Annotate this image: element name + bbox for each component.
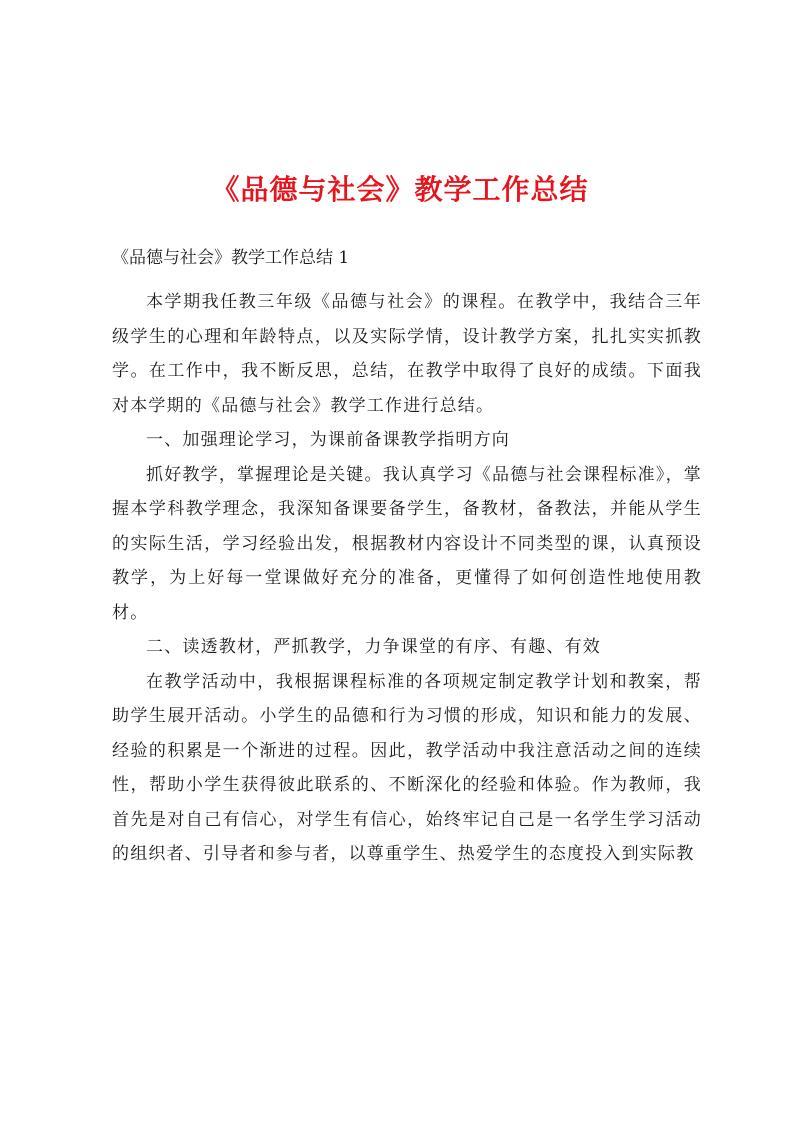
- paragraph-theory: 抓好教学，掌握理论是关键。我认真学习《品德与社会课程标准》，掌握本学科教学理念，我深知备课要备学生，备教材，备教法，并能从学生的实际生活，学习经验出发，根据教材内容设计不同类型的课，认真预设教学，为上好每一堂课做好充分的准备，更懂得了如何创造性地使用教材。: [112, 464, 702, 623]
- section-heading: 《品德与社会》教学工作总结 1: [112, 248, 350, 268]
- paragraph-intro: 本学期我任教三年级《品德与社会》的课程。在教学中，我结合三年级学生的心理和年龄特点，以及实际学情，设计教学方案，扎扎实实抓教学。在工作中，我不断反思，总结，在教学中取得了良好的成绩。下面我对本学期的《品德与社会》教学工作进行总结。: [112, 292, 702, 416]
- heading-read-textbook: 二、读透教材，严抓教学，力争课堂的有序、有趣、有效: [146, 637, 601, 657]
- document-title: 《品德与社会》教学工作总结: [211, 173, 589, 206]
- heading-theory-study: 一、加强理论学习，为课前备课教学指明方向: [146, 430, 510, 450]
- paragraph-activities: 在教学活动中，我根据课程标准的各项规定制定教学计划和教案，帮助学生展开活动。小学生的品德和行为习惯的形成，知识和能力的发展、经验的积累是一个渐进的过程。因此，教学活动中我注意活动之间的连续性，帮助小学生获得彼此联系的、不断深化的经验和体验。作为教师，我首先是对自己有信心，对学生有信心，始终牢记自己是一名学生学习活动的组织者、引导者和参与者，以尊重学生、热爱学生的态度投入到实际教: [112, 671, 702, 864]
- document-body: [112, 285, 702, 872]
